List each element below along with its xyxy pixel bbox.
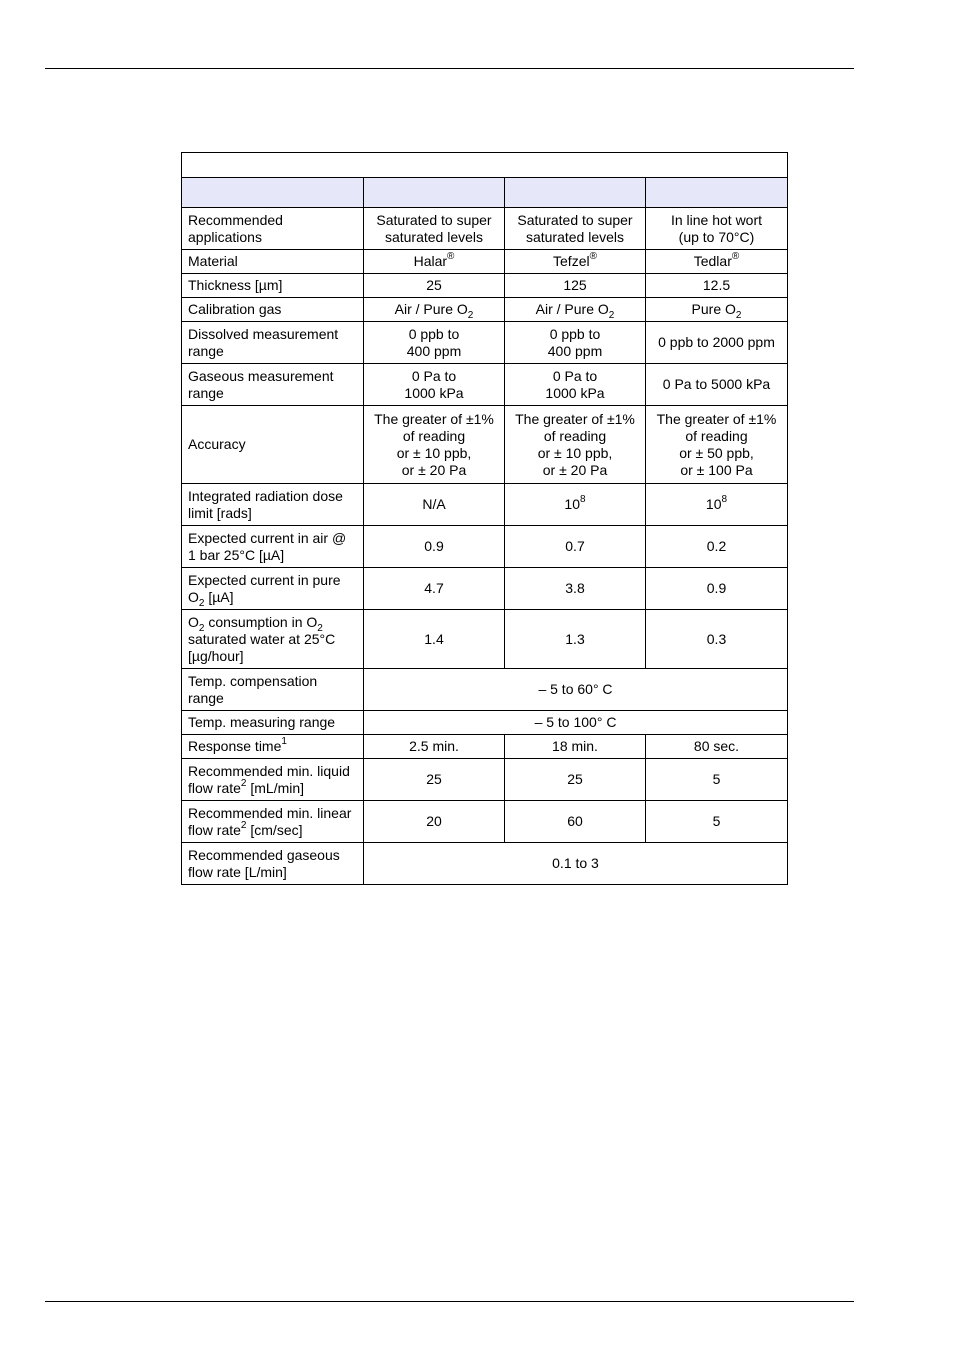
table-cell: The greater of ±1% of reading or ± 10 ppb, or ± 20 Pa <box>505 406 646 484</box>
table-cell-merged: – 5 to 100° C <box>364 711 788 735</box>
table-cell: 12.5 <box>646 274 788 298</box>
table-cell: 60 <box>505 801 646 843</box>
table-row <box>182 208 788 250</box>
table-cell: 20 <box>364 801 505 843</box>
table-cell: 0.9 <box>364 526 505 568</box>
footnote-ref: 2 <box>240 777 247 789</box>
table-row <box>182 274 788 298</box>
table-row <box>182 406 788 484</box>
footnote-ref: 1 <box>281 736 287 748</box>
table-cell: Saturated to super saturated levels <box>505 208 646 250</box>
row-label: Expected current in pure $O_2$ [µA] <box>182 568 364 610</box>
header-cell-membrane-1 <box>364 178 505 208</box>
table-cell: N/A <box>364 484 505 526</box>
table-row <box>182 669 788 711</box>
header-cell-membrane-2 <box>505 178 646 208</box>
table-cell: $10^8$ <box>646 484 788 526</box>
row-label: Recommended min. linear flow rate$^2$ [cm/sec] <box>182 801 364 843</box>
table-cell: 0 Pa to 1000 kPa <box>364 364 505 406</box>
table-cell: 0 ppb to 400 ppm <box>364 322 505 364</box>
table-cell: 0.3 <box>646 610 788 669</box>
table-cell: The greater of ±1% of reading or ± 10 ppb, or ± 20 Pa <box>364 406 505 484</box>
header-cell-parameter <box>182 178 364 208</box>
table-cell: 0 ppb to 2000 ppm <box>646 322 788 364</box>
table-cell: Tedlar® <box>646 250 788 274</box>
exponent: 8 <box>580 494 586 506</box>
table-row <box>182 364 788 406</box>
table-row <box>182 526 788 568</box>
header-cell-membrane-3 <box>646 178 788 208</box>
table-cell-merged: 0.1 to 3 <box>364 843 788 885</box>
registered-mark: ® <box>731 251 740 263</box>
row-label: Thickness [µm] <box>182 274 364 298</box>
footer-rule <box>45 1301 854 1302</box>
table-cell: 2.5 min. <box>364 735 505 759</box>
table-row <box>182 322 788 364</box>
row-label: Material <box>182 250 364 274</box>
subscript-2: 2 <box>198 597 205 609</box>
table-cell: 25 <box>364 759 505 801</box>
row-label: Calibration gas <box>182 298 364 322</box>
row-label: Temp. compensation range <box>182 669 364 711</box>
header-rule <box>45 68 854 69</box>
table-row <box>182 250 788 274</box>
subscript-2: 2 <box>735 309 742 321</box>
table-cell: 5 <box>646 759 788 801</box>
registered-mark: ® <box>447 251 455 263</box>
table-cell: 3.8 <box>505 568 646 610</box>
table-row <box>182 801 788 843</box>
row-label: Recommended applications <box>182 208 364 250</box>
table-cell: In line hot wort (up to 70°C) <box>646 208 788 250</box>
table-cell: 80 sec. <box>646 735 788 759</box>
table-cell: 25 <box>505 759 646 801</box>
footnote-ref: 2 <box>240 819 247 831</box>
row-label: Integrated radiation dose limit [rads] <box>182 484 364 526</box>
table-row <box>182 843 788 885</box>
row-label: Accuracy <box>182 406 364 484</box>
table-caption-row <box>182 153 788 178</box>
table-cell: Tefzel® <box>505 250 646 274</box>
table-row <box>182 298 788 322</box>
table-cell: 1.3 <box>505 610 646 669</box>
table-cell: 5 <box>646 801 788 843</box>
row-label: Expected current in air @ 1 bar 25°C [µA] <box>182 526 364 568</box>
table-cell: 18 min. <box>505 735 646 759</box>
table-cell: 125 <box>505 274 646 298</box>
table-row <box>182 759 788 801</box>
table-row <box>182 610 788 669</box>
subscript-2: 2 <box>467 309 474 321</box>
table-cell: Halar® <box>364 250 505 274</box>
table-cell: 0.2 <box>646 526 788 568</box>
table-cell: Pure $O_2$ <box>646 298 788 322</box>
table-cell: 0.7 <box>505 526 646 568</box>
row-label: Recommended min. liquid flow rate$^2$ [mL/min] <box>182 759 364 801</box>
table-cell: 0 Pa to 1000 kPa <box>505 364 646 406</box>
table-cell: Air / Pure $O_2$ <box>505 298 646 322</box>
table-cell: 0 Pa to 5000 kPa <box>646 364 788 406</box>
subscript-2: 2 <box>198 622 205 634</box>
table-row <box>182 735 788 759</box>
row-label: $O_2$ consumption in $O_2$ saturated water at 25°C [µg/hour] <box>182 610 364 669</box>
row-label: Gaseous measurement range <box>182 364 364 406</box>
row-label: Temp. measuring range <box>182 711 364 735</box>
table-row <box>182 711 788 735</box>
registered-mark: ® <box>589 251 597 263</box>
row-label: Recommended gaseous flow rate [L/min] <box>182 843 364 885</box>
table-cell: 4.7 <box>364 568 505 610</box>
table-cell: 1.4 <box>364 610 505 669</box>
exponent: 8 <box>721 494 728 506</box>
membrane-spec-table <box>181 152 788 885</box>
subscript-2: 2 <box>317 622 323 634</box>
table-cell: 0 ppb to 400 ppm <box>505 322 646 364</box>
table-cell: 25 <box>364 274 505 298</box>
table-header-row <box>182 178 788 208</box>
row-label: Response time$^1$ <box>182 735 364 759</box>
table-cell-merged: – 5 to 60° C <box>364 669 788 711</box>
table-row <box>182 484 788 526</box>
table-cell: The greater of ±1% of reading or ± 50 ppb, or ± 100 Pa <box>646 406 788 484</box>
table-cell: 0.9 <box>646 568 788 610</box>
table-cell: Saturated to super saturated levels <box>364 208 505 250</box>
subscript-2: 2 <box>608 309 615 321</box>
table-caption <box>182 153 788 178</box>
table-row <box>182 568 788 610</box>
table-cell: $10^8$ <box>505 484 646 526</box>
table-cell: Air / Pure $O_2$ <box>364 298 505 322</box>
row-label: Dissolved measurement range <box>182 322 364 364</box>
